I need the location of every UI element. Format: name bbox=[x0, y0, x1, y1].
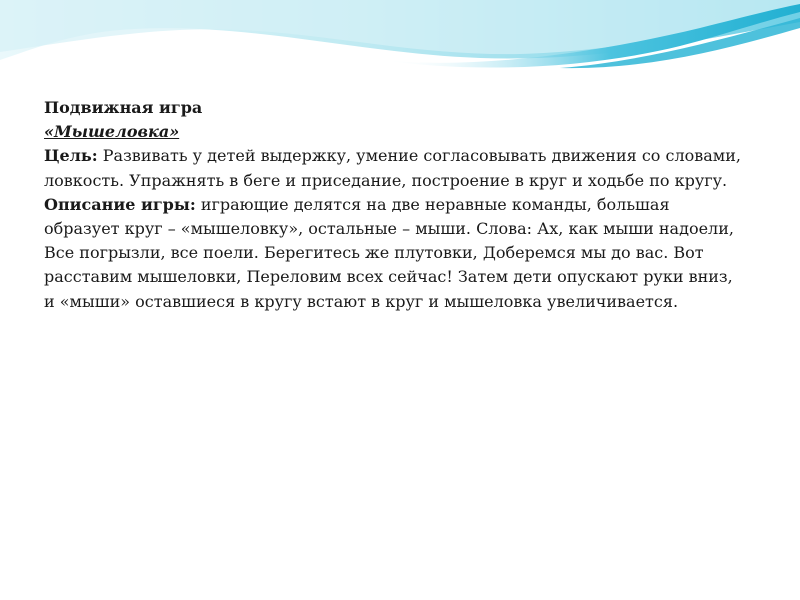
goal-text: Развивать у детей выдержку, умение согласовывать движения со словами, ловкость. Упражнять в беге и приседание, построение в круг и ходьбе по кругу. bbox=[44, 146, 741, 190]
description-label: Описание игры: bbox=[44, 194, 196, 214]
goal-paragraph bbox=[44, 144, 744, 192]
header-wave-decoration bbox=[0, 0, 800, 90]
description-paragraph bbox=[44, 193, 744, 314]
goal-label: Цель: bbox=[44, 146, 98, 166]
title: Подвижная игра bbox=[44, 98, 203, 117]
game-name: «Мышеловка» bbox=[44, 122, 180, 142]
game-description-text bbox=[44, 96, 744, 314]
description-text: играющие делятся на две неравные команды, большая образует круг – «мышеловку», остальные – мыши. Слова: Ах, как мыши надоели, Все погрызли, все поели. Берегитесь же плутовки, Доберемся мы до вас. Вот расставим мышеловки, Переловим всех сейчас! Затем дети опускают руки вниз, и «мыши» оставшиеся в кругу встают в круг и мышеловка увеличивается. bbox=[44, 194, 734, 311]
